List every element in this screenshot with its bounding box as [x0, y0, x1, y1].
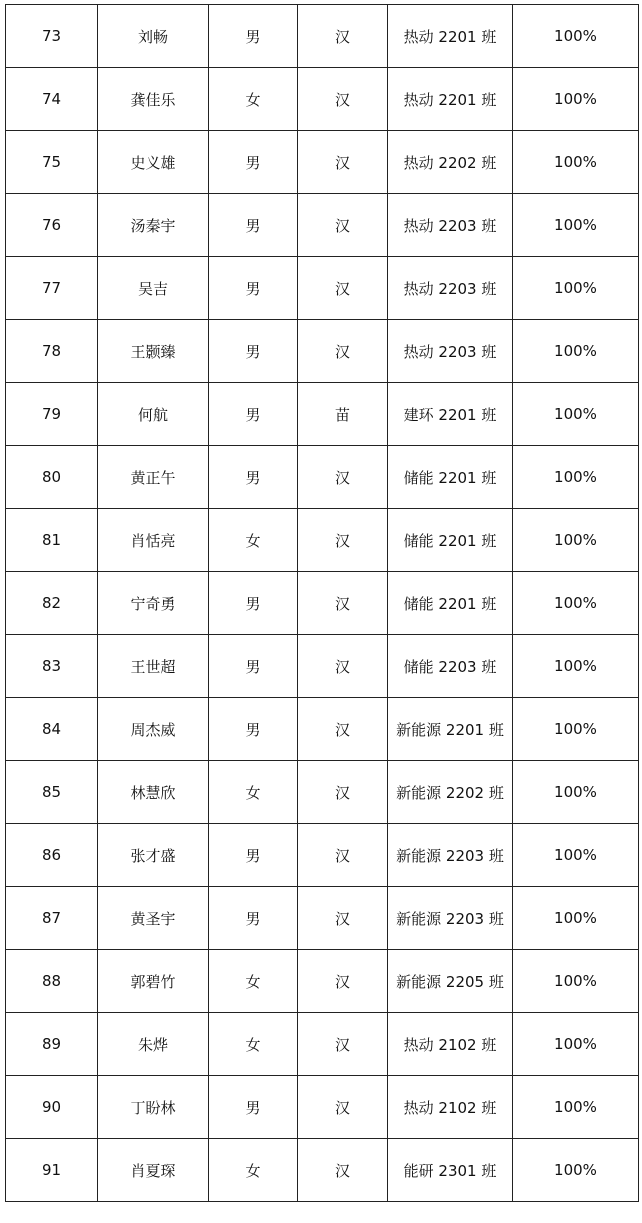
student-percent: 100%: [513, 1076, 639, 1139]
student-gender: 女: [209, 950, 298, 1013]
table-row: [6, 509, 639, 572]
student-class: 储能 2201 班: [388, 509, 513, 572]
student-class: 新能源 2203 班: [388, 824, 513, 887]
student-class: 热动 2102 班: [388, 1013, 513, 1076]
student-ethnicity: 汉: [298, 950, 388, 1013]
student-percent: 100%: [513, 698, 639, 761]
student-name: 丁盼林: [98, 1076, 209, 1139]
table-row: [6, 446, 639, 509]
row-number: 74: [6, 68, 98, 131]
row-number: 82: [6, 572, 98, 635]
student-percent: 100%: [513, 761, 639, 824]
student-name: 周杰威: [98, 698, 209, 761]
student-name: 龚佳乐: [98, 68, 209, 131]
student-ethnicity: 汉: [298, 257, 388, 320]
student-percent: 100%: [513, 1139, 639, 1202]
row-number: 77: [6, 257, 98, 320]
student-gender: 男: [209, 383, 298, 446]
student-ethnicity: 汉: [298, 887, 388, 950]
student-percent: 100%: [513, 320, 639, 383]
student-name: 黄正午: [98, 446, 209, 509]
student-class: 新能源 2202 班: [388, 761, 513, 824]
student-name: 朱烨: [98, 1013, 209, 1076]
row-number: 89: [6, 1013, 98, 1076]
student-ethnicity: 汉: [298, 1139, 388, 1202]
student-ethnicity: 苗: [298, 383, 388, 446]
student-gender: 女: [209, 509, 298, 572]
student-percent: 100%: [513, 950, 639, 1013]
student-table-body: [6, 5, 639, 1202]
student-name: 郭碧竹: [98, 950, 209, 1013]
student-gender: 男: [209, 635, 298, 698]
student-name: 吴吉: [98, 257, 209, 320]
table-row: [6, 635, 639, 698]
student-ethnicity: 汉: [298, 572, 388, 635]
row-number: 79: [6, 383, 98, 446]
student-ethnicity: 汉: [298, 761, 388, 824]
student-ethnicity: 汉: [298, 698, 388, 761]
row-number: 91: [6, 1139, 98, 1202]
student-name: 张才盛: [98, 824, 209, 887]
student-percent: 100%: [513, 68, 639, 131]
row-number: 80: [6, 446, 98, 509]
student-class: 热动 2201 班: [388, 68, 513, 131]
student-gender: 男: [209, 446, 298, 509]
row-number: 84: [6, 698, 98, 761]
table-row: [6, 1013, 639, 1076]
table-row: [6, 761, 639, 824]
student-class: 热动 2203 班: [388, 194, 513, 257]
student-percent: 100%: [513, 1013, 639, 1076]
student-percent: 100%: [513, 257, 639, 320]
student-class: 热动 2202 班: [388, 131, 513, 194]
row-number: 87: [6, 887, 98, 950]
student-gender: 男: [209, 257, 298, 320]
student-percent: 100%: [513, 194, 639, 257]
row-number: 83: [6, 635, 98, 698]
student-ethnicity: 汉: [298, 635, 388, 698]
row-number: 86: [6, 824, 98, 887]
row-number: 76: [6, 194, 98, 257]
student-class: 储能 2201 班: [388, 572, 513, 635]
student-percent: 100%: [513, 887, 639, 950]
table-row: [6, 1076, 639, 1139]
student-percent: 100%: [513, 572, 639, 635]
table-row: [6, 131, 639, 194]
student-table: [5, 4, 639, 1202]
student-gender: 男: [209, 320, 298, 383]
student-gender: 男: [209, 887, 298, 950]
student-gender: 男: [209, 5, 298, 68]
student-class: 新能源 2203 班: [388, 887, 513, 950]
student-gender: 男: [209, 824, 298, 887]
student-gender: 女: [209, 1139, 298, 1202]
student-gender: 男: [209, 131, 298, 194]
student-name: 史义雄: [98, 131, 209, 194]
student-ethnicity: 汉: [298, 320, 388, 383]
table-row: [6, 572, 639, 635]
student-ethnicity: 汉: [298, 1076, 388, 1139]
student-name: 王世超: [98, 635, 209, 698]
student-name: 刘畅: [98, 5, 209, 68]
student-name: 黄圣宇: [98, 887, 209, 950]
row-number: 78: [6, 320, 98, 383]
student-name: 肖夏琛: [98, 1139, 209, 1202]
student-name: 汤秦宇: [98, 194, 209, 257]
row-number: 73: [6, 5, 98, 68]
student-name: 何航: [98, 383, 209, 446]
student-percent: 100%: [513, 635, 639, 698]
table-row: [6, 824, 639, 887]
student-ethnicity: 汉: [298, 5, 388, 68]
table-row: [6, 5, 639, 68]
student-class: 建环 2201 班: [388, 383, 513, 446]
student-class: 热动 2102 班: [388, 1076, 513, 1139]
student-gender: 男: [209, 1076, 298, 1139]
student-class: 热动 2203 班: [388, 257, 513, 320]
student-ethnicity: 汉: [298, 194, 388, 257]
row-number: 75: [6, 131, 98, 194]
table-row: [6, 257, 639, 320]
table-row: [6, 68, 639, 131]
student-percent: 100%: [513, 509, 639, 572]
table-row: [6, 1139, 639, 1202]
student-class: 新能源 2201 班: [388, 698, 513, 761]
table-row: [6, 320, 639, 383]
student-percent: 100%: [513, 824, 639, 887]
table-row: [6, 383, 639, 446]
student-ethnicity: 汉: [298, 446, 388, 509]
table-row: [6, 950, 639, 1013]
student-ethnicity: 汉: [298, 131, 388, 194]
student-ethnicity: 汉: [298, 68, 388, 131]
row-number: 88: [6, 950, 98, 1013]
student-name: 林慧欣: [98, 761, 209, 824]
student-class: 储能 2201 班: [388, 446, 513, 509]
row-number: 90: [6, 1076, 98, 1139]
student-ethnicity: 汉: [298, 1013, 388, 1076]
row-number: 85: [6, 761, 98, 824]
student-gender: 男: [209, 698, 298, 761]
student-class: 热动 2201 班: [388, 5, 513, 68]
student-ethnicity: 汉: [298, 824, 388, 887]
student-ethnicity: 汉: [298, 509, 388, 572]
student-gender: 女: [209, 68, 298, 131]
student-class: 能研 2301 班: [388, 1139, 513, 1202]
student-percent: 100%: [513, 446, 639, 509]
table-row: [6, 194, 639, 257]
student-gender: 女: [209, 1013, 298, 1076]
student-gender: 男: [209, 572, 298, 635]
table-row: [6, 698, 639, 761]
student-gender: 男: [209, 194, 298, 257]
student-percent: 100%: [513, 383, 639, 446]
student-name: 宁奇勇: [98, 572, 209, 635]
student-percent: 100%: [513, 131, 639, 194]
table-row: [6, 887, 639, 950]
student-name: 肖恬亮: [98, 509, 209, 572]
row-number: 81: [6, 509, 98, 572]
student-gender: 女: [209, 761, 298, 824]
student-class: 新能源 2205 班: [388, 950, 513, 1013]
student-percent: 100%: [513, 5, 639, 68]
student-class: 储能 2203 班: [388, 635, 513, 698]
student-class: 热动 2203 班: [388, 320, 513, 383]
student-name: 王颢臻: [98, 320, 209, 383]
